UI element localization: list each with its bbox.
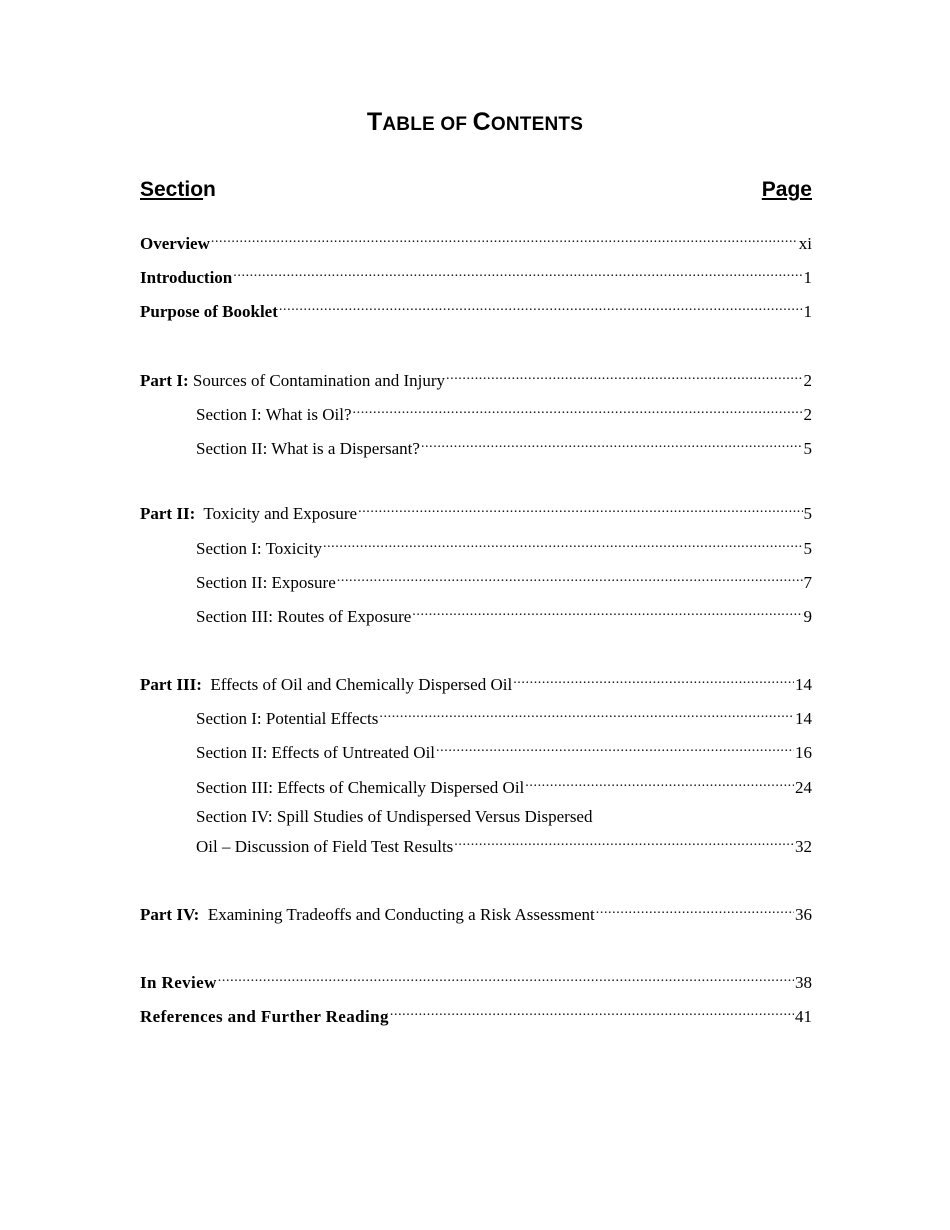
- section-header-underlined: Sectio: [140, 178, 204, 201]
- entry-page: 2: [803, 405, 812, 424]
- leader-dots: [279, 297, 803, 317]
- toc-entry-introduction[interactable]: [140, 263, 812, 288]
- entry-label: Overview: [140, 234, 210, 253]
- entry-label: Examining Tradeoffs and Conducting a Risk Assessment: [199, 905, 595, 924]
- leader-dots: [436, 738, 794, 758]
- leader-dots: [513, 670, 794, 690]
- entry-label: Section III: Effects of Chemically Dispersed Oil: [196, 778, 525, 797]
- leader-dots: [379, 704, 794, 724]
- section-header-rest: n: [203, 178, 216, 201]
- entry-label: Oil – Discussion of Field Test Results: [196, 837, 454, 856]
- leader-dots: [233, 263, 802, 283]
- toc-entry-in-review[interactable]: [140, 968, 812, 993]
- toc-entry-part-1-section-2[interactable]: [196, 434, 812, 459]
- entry-label: Section II: Effects of Untreated Oil: [196, 743, 436, 762]
- toc-entry-part-2-section-1[interactable]: [196, 534, 812, 559]
- entry-page: 1: [803, 268, 812, 287]
- leader-dots: [218, 968, 794, 988]
- entry-label: Toxicity and Exposure: [195, 504, 358, 523]
- leader-dots: [358, 499, 802, 519]
- title-part: T: [366, 108, 383, 136]
- entry-page: 5: [803, 504, 812, 523]
- entry-part-prefix: Part III:: [140, 675, 202, 694]
- toc-entry-part-3-section-4[interactable]: [196, 832, 812, 857]
- entry-label: Section I: What is Oil?: [196, 405, 352, 424]
- entry-part-prefix: Part I:: [140, 371, 189, 390]
- page-column-header: [762, 178, 812, 202]
- leader-dots: [353, 400, 803, 420]
- entry-page: 5: [803, 539, 812, 558]
- entry-page: 32: [795, 837, 812, 856]
- entry-part-prefix: Part IV:: [140, 905, 200, 924]
- leader-dots: [454, 832, 794, 852]
- section-column-header: [140, 178, 216, 202]
- toc-entry-part-3-section-2[interactable]: [196, 738, 812, 763]
- entry-part-prefix: Part II:: [140, 504, 196, 523]
- entry-page: 9: [803, 607, 812, 626]
- entry-page: 41: [795, 1007, 812, 1026]
- title-part: C: [472, 108, 491, 136]
- leader-dots: [412, 602, 802, 622]
- entry-label: Section II: What is a Dispersant?: [196, 439, 420, 458]
- toc-entry-part-4[interactable]: [140, 900, 812, 925]
- entry-label: Introduction: [140, 268, 233, 287]
- leader-dots: [596, 900, 794, 920]
- toc-entry-part-1-section-1[interactable]: [196, 400, 812, 425]
- toc-entry-part-3-section-1[interactable]: [196, 704, 812, 729]
- entry-page: 24: [795, 778, 812, 797]
- entry-label: Sources of Contamination and Injury: [188, 371, 445, 390]
- title-part: ABLE OF: [382, 114, 473, 135]
- leader-dots: [390, 1002, 794, 1022]
- entry-page: 2: [803, 371, 812, 390]
- toc-entry-overview[interactable]: [140, 229, 812, 254]
- entry-page: xi: [798, 234, 812, 253]
- toc-entry-part-2-section-3[interactable]: [196, 602, 812, 627]
- entry-label: Section II: Exposure: [196, 573, 336, 592]
- toc-entry-part-3-section-3[interactable]: [196, 773, 812, 798]
- leader-dots: [337, 568, 803, 588]
- entry-label: References and Further Reading: [140, 1007, 389, 1026]
- toc-entry-part-1[interactable]: [140, 366, 812, 391]
- entry-page: 36: [795, 905, 812, 924]
- toc-entry-references[interactable]: [140, 1002, 812, 1027]
- leader-dots: [323, 534, 803, 554]
- entry-page: 14: [795, 709, 812, 728]
- leader-dots: [421, 434, 803, 454]
- entry-page: 14: [795, 675, 812, 694]
- toc-entry-purpose[interactable]: [140, 297, 812, 322]
- page-header-label: Page: [761, 178, 812, 201]
- toc-entry-part-2[interactable]: [140, 499, 812, 524]
- page-title: [0, 108, 950, 137]
- entry-page: 1: [803, 302, 812, 321]
- entry-label: In Review: [140, 973, 217, 992]
- entry-page: 7: [803, 573, 812, 592]
- leader-dots: [525, 773, 794, 793]
- entry-label: Section I: Potential Effects: [196, 709, 379, 728]
- entry-label: Section I: Toxicity: [196, 539, 322, 558]
- leader-dots: [446, 366, 803, 386]
- entry-label: Section III: Routes of Exposure: [196, 607, 412, 626]
- entry-label: Effects of Oil and Chemically Dispersed Oil: [201, 675, 513, 694]
- toc-entry-part-3[interactable]: [140, 670, 812, 695]
- entry-page: 38: [795, 973, 812, 992]
- entry-label: Purpose of Booklet: [140, 302, 278, 321]
- toc-entry-part-3-section-4-line-1[interactable]: [196, 807, 592, 827]
- leader-dots: [211, 229, 798, 249]
- entry-page: 16: [795, 743, 812, 762]
- entry-label: Section IV: Spill Studies of Undispersed Versus Dispersed: [196, 807, 593, 826]
- entry-page: 5: [803, 439, 812, 458]
- toc-entry-part-2-section-2[interactable]: [196, 568, 812, 593]
- title-part: ONTENTS: [490, 114, 584, 135]
